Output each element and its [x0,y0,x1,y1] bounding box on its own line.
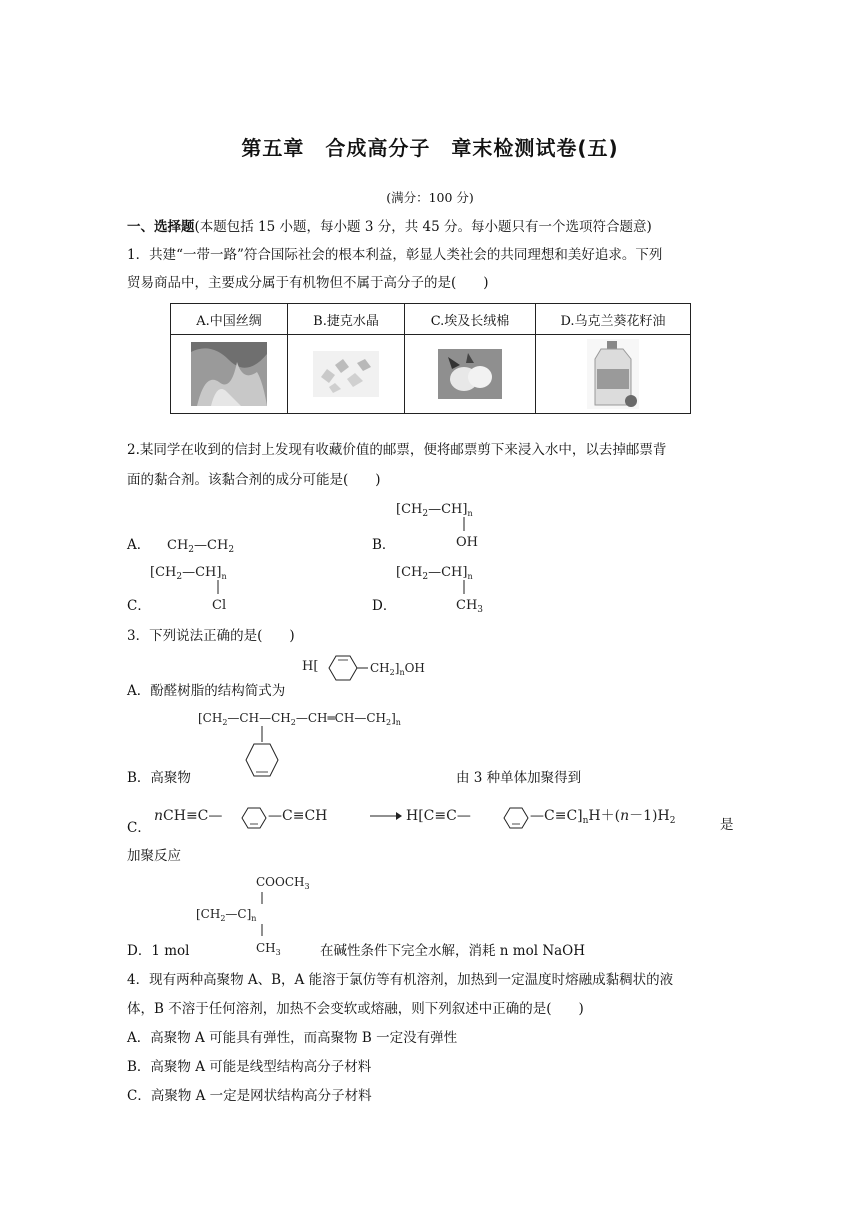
q2-optD-formula [396,560,506,614]
q1-goods-table [170,303,691,414]
svg-text:[CH2—CH]n: $[CH_2—CH]_n$ [396,502,473,519]
table-header-b: B.捷克水晶 [288,304,405,335]
svg-text:nCH≡C—: nCH≡C— [154,808,223,824]
svg-text:H[C≡C—: H[C≡C— [406,808,471,824]
svg-text:H[: H[ [302,659,319,674]
q3-optD-text2: 在碱性条件下完全水解，消耗 n mol NaOH [320,943,586,959]
q3-optB-text2: 由 3 种单体加聚得到 [456,770,582,786]
oil-bottle-photo [587,339,639,409]
svg-text:[CH2—CH]n: $[CH_2—CH]_n$ [396,565,473,582]
silk-photo [191,342,267,406]
svg-text:—C≡CH: —C≡CH [268,808,328,824]
svg-text:CH3: $CH_3$ [456,598,484,614]
svg-text:CH2]nOH: $CH_2]_nOH$ [370,661,425,677]
table-cell-silk [171,335,288,414]
q4-optB: B．高聚物 A 可能是线型结构高分子材料 [127,1059,372,1075]
q2-optD-label: D． [372,598,397,614]
q3-optC-suffix: 是 [720,817,734,833]
svg-text:CH2—CH2: $CH_2—CH_2$ [167,538,235,555]
section-desc: (本题包括 15 小题，每小题 3 分，共 45 分。每小题只有一个选项符合题意) [194,219,652,235]
q2-optB-formula [396,497,506,553]
svg-text:—C≡C]nH＋(n－1)H2: $—C\equiv C]_nH+(n-1)H_2$ [530,808,676,826]
q2-optA-label: A． [127,537,151,553]
q3-optA-formula [302,652,442,684]
section-heading-row [127,217,652,237]
q3-optD-formula [196,870,336,960]
q2-line1: 2.某同学在收到的信封上发现有收藏价值的邮票，便将邮票剪下来浸入水中，以去掉邮票背 [127,442,667,458]
svg-text:[CH2—CH—CH2—CH═CH—CH2]n: $[CH_2—CH—CH_2—CH═CH—CH_2]_n$ [198,711,401,727]
svg-text:OH: OH [456,535,478,550]
q4-optC: C．高聚物 A 一定是网状结构高分子材料 [127,1088,372,1104]
table-cell-oil [536,335,691,414]
svg-text:[CH2—CH]n: $[CH_2—CH]_n$ [150,565,227,582]
q1-line2: 贸易商品中，主要成分属于有机物但不属于高分子的是( ) [127,275,489,291]
q3-optB-formula [198,708,468,786]
svg-text:CH3: $CH_3$ [256,941,281,957]
q4-line2: 体，B 不溶于任何溶剂，加热不会变软或熔融，则下列叙述中正确的是( ) [127,1001,584,1017]
svg-text:[CH2—C]n: $[CH_2—C]_n$ [196,907,257,923]
table-cell-crystal [288,335,405,414]
q2-line2: 面的黏合剂。该黏合剂的成分可能是( ) [127,472,381,488]
q3-optC-formula [150,800,724,834]
table-header-c: C.埃及长绒棉 [405,304,536,335]
table-header-d: D.乌克兰葵花籽油 [536,304,691,335]
q3-optC-line2: 加聚反应 [127,848,181,864]
q2-optC-label: C． [127,598,151,614]
q4-line1: 4．现有两种高聚物 A、B，A 能溶于氯仿等有机溶剂，加热到一定温度时熔融成黏稠状的液 [127,972,674,988]
q3-optD-label: D．1 mol [127,943,190,959]
svg-text:COOCH3: $COOCH_3$ [256,875,310,891]
crystal-photo [313,351,379,397]
table-cell-cotton [405,335,536,414]
q4-optA: A．高聚物 A 可能具有弹性，而高聚物 B 一定没有弹性 [127,1030,458,1046]
section-heading: 一、选择题 [127,219,195,235]
cotton-photo [438,349,502,399]
svg-text:Cl: Cl [212,598,227,613]
q2-optC-formula [150,560,260,614]
q2-optB-label: B． [372,537,396,553]
q3-optA-text: A．酚醛树脂的结构简式为 [127,683,286,699]
page-title: 第五章 合成高分子 章末检测试卷(五) [241,136,619,160]
q2-optA-formula [165,532,255,556]
q3-optB-text1: B．高聚物 [127,770,191,786]
q3-stem: 3．下列说法正确的是( ) [127,628,295,644]
q1-line1: 1．共建“一带一路”符合国际社会的根本利益，彰显人类社会的共同理想和美好追求。下列 [127,247,663,263]
score-note: (满分：100 分) [386,190,474,205]
q3-optC-label: C． [127,820,151,836]
table-header-a: A.中国丝绸 [171,304,288,335]
